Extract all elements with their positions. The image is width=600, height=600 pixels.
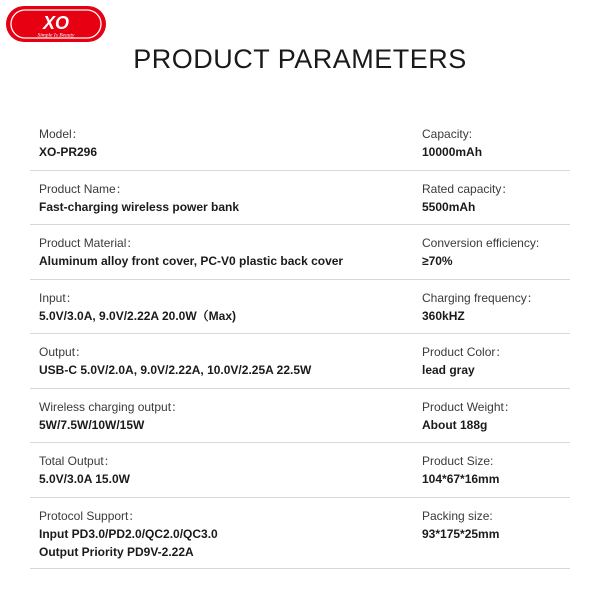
parameter-value: 10000mAh <box>422 145 483 159</box>
parameter-label: Input： <box>39 290 78 305</box>
parameter-cell-right <box>422 180 572 216</box>
logo-tagline: Simple Is Beauty <box>37 32 75 39</box>
parameter-value: Aluminum alloy front cover, PC-V0 plastic back cover <box>39 254 344 268</box>
parameter-label: Protocol Support： <box>39 508 141 523</box>
parameter-label: Wireless charging output： <box>39 399 184 414</box>
parameters-table <box>30 116 570 569</box>
parameter-cell-right <box>422 234 572 270</box>
parameter-value: About 188g <box>422 417 488 432</box>
parameter-row <box>30 498 570 569</box>
parameter-cell-left <box>39 343 409 379</box>
parameter-row <box>30 389 570 444</box>
parameter-cell-left <box>39 452 409 488</box>
parameter-row <box>30 225 570 280</box>
parameter-label: Charging frequency： <box>422 290 539 305</box>
parameter-value: 104*67*16mm <box>422 472 500 486</box>
parameter-cell-right <box>422 398 572 434</box>
parameter-value: 5W/7.5W/10W/15W <box>39 417 145 432</box>
parameter-label: Model： <box>39 127 84 141</box>
parameter-cell-left <box>39 125 409 161</box>
parameter-value: 93*175*25mm <box>422 526 500 541</box>
parameter-cell-right <box>422 289 572 325</box>
parameter-label: Rated capacity： <box>422 181 514 196</box>
parameter-label: Product Size: <box>422 454 494 468</box>
parameter-cell-right <box>422 343 572 379</box>
parameter-value: Input PD3.0/PD2.0/QC2.0/QC3.0 <box>39 526 218 541</box>
parameter-value: Output Priority PD9V-2.22A <box>39 544 194 559</box>
parameter-value: XO-PR296 <box>39 145 98 159</box>
parameter-value: USB-C 5.0V/2.0A, 9.0V/2.22A, 10.0V/2.25A 22.5W <box>39 363 312 377</box>
parameter-label: Output： <box>39 345 88 359</box>
logo-text: XO <box>42 13 70 33</box>
parameter-label: Product Weight： <box>422 399 516 414</box>
page-title: PRODUCT PARAMETERS <box>133 44 467 74</box>
parameter-row <box>30 171 570 226</box>
parameter-row <box>30 443 570 498</box>
parameter-label: Conversion efficiency: <box>422 236 540 250</box>
parameter-cell-right <box>422 125 572 161</box>
parameter-label: Packing size: <box>422 508 493 523</box>
parameter-row <box>30 116 570 171</box>
parameter-value: 5500mAh <box>422 199 476 214</box>
parameter-cell-left <box>39 234 409 270</box>
parameter-cell-right <box>422 452 572 488</box>
parameter-cell-left <box>39 180 409 216</box>
parameter-cell-left <box>39 398 409 434</box>
parameter-cell-left <box>39 289 409 325</box>
parameter-row <box>30 334 570 389</box>
parameter-value: lead gray <box>422 363 475 377</box>
xo-logo-graphic <box>5 5 107 43</box>
parameter-label: Product Material： <box>39 236 139 250</box>
parameter-label: Total Output： <box>39 454 116 468</box>
parameter-value: 5.0V/3.0A 15.0W <box>39 472 130 486</box>
parameter-label: Product Color： <box>422 345 508 359</box>
parameter-value: Fast-charging wireless power bank <box>39 199 240 214</box>
parameter-cell-right <box>422 507 572 543</box>
parameter-row <box>30 280 570 335</box>
parameter-value: 5.0V/3.0A, 9.0V/2.22A 20.0W（Max) <box>39 308 236 323</box>
parameter-value: ≥70% <box>422 254 453 268</box>
parameter-label: Capacity: <box>422 127 473 141</box>
parameter-label: Product Name： <box>39 181 128 196</box>
parameter-cell-left <box>39 507 409 561</box>
parameter-value: 360kHZ <box>422 308 465 323</box>
xo-brand-logo <box>5 5 107 43</box>
